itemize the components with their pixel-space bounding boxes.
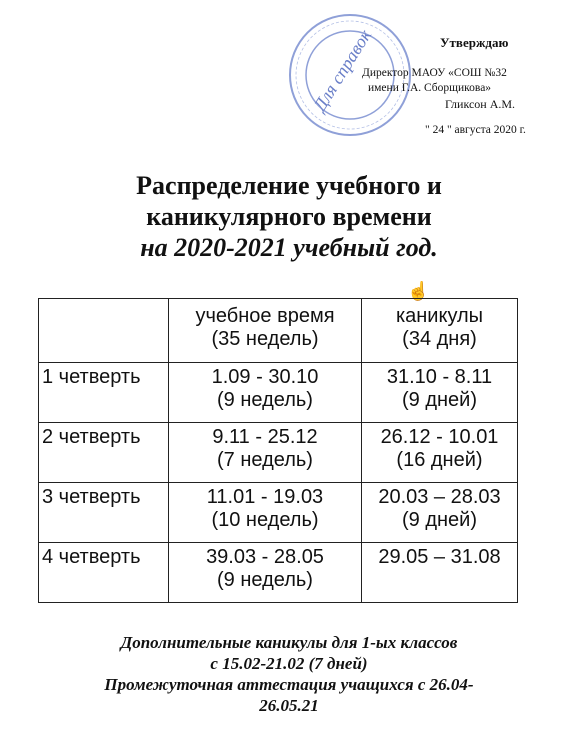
study-cell (169, 363, 362, 423)
director-line-1: Директор МАОУ «СОШ №32 (362, 67, 507, 79)
holiday-days: (9 дней) (401, 509, 477, 531)
stamp-text: Для справок (309, 25, 376, 115)
study-weeks: (9 недель) (217, 389, 313, 411)
footer-line-4: 26.05.21 (259, 696, 319, 715)
header-study-time (169, 299, 362, 363)
holiday-cell (362, 423, 518, 483)
study-dates: 11.01 - 19.03 (206, 486, 324, 508)
quarter-cell: 3 четверть (39, 483, 169, 543)
header-study-weeks: (35 недель) (211, 328, 319, 350)
approve-label: Утверждаю (440, 35, 509, 50)
holiday-cell (362, 543, 518, 603)
table-header-row (39, 299, 518, 363)
holiday-days: (9 дней) (401, 389, 477, 411)
holiday-cell (362, 363, 518, 423)
director-line-2: имени Г.А. Сборщикова» (368, 82, 492, 94)
footer-line-1: Дополнительные каникулы для 1-ых классов (120, 633, 458, 652)
director-signature-name: Гликсон А.М. (445, 97, 516, 111)
table-row (39, 363, 518, 423)
title-line-2: каникулярного времени (146, 202, 432, 231)
study-dates: 39.03 - 28.05 (206, 546, 324, 568)
footer-notes (0, 632, 578, 716)
header-holidays-label: каникулы (395, 305, 484, 327)
holiday-cell (362, 483, 518, 543)
director-caption (362, 66, 507, 96)
table-row (39, 543, 518, 603)
hand-cursor-icon: ☝ (407, 281, 430, 301)
document-title (0, 170, 578, 263)
title-line-1: Распределение учебного и (136, 171, 442, 200)
holiday-dates: 31.10 - 8.11 (386, 366, 493, 388)
quarter-cell: 2 четверть (39, 423, 169, 483)
study-weeks: (7 недель) (217, 449, 313, 471)
study-dates: 1.09 - 30.10 (211, 366, 319, 388)
holiday-days: (16 дней) (396, 449, 483, 471)
footer-line-2: с 15.02-21.02 (7 дней) (210, 654, 368, 673)
header-holidays (362, 299, 518, 363)
header-empty-cell (39, 299, 169, 363)
table-row (39, 423, 518, 483)
quarter-cell: 1 четверть (39, 363, 169, 423)
holiday-dates: 20.03 – 28.03 (378, 486, 501, 508)
study-weeks: (10 недель) (211, 509, 319, 531)
schedule-table (38, 298, 518, 603)
header-holidays-days: (34 дня) (402, 328, 477, 350)
footer-line-3: Промежуточная аттестация учащихся с 26.04- (104, 675, 474, 694)
approval-date: " 24 " августа 2020 г. (425, 124, 526, 136)
study-cell (169, 423, 362, 483)
study-cell (169, 543, 362, 603)
study-weeks: (9 недель) (217, 569, 313, 591)
study-cell (169, 483, 362, 543)
header-study-label: учебное время (195, 305, 335, 327)
title-line-3: на 2020-2021 учебный год. (140, 233, 438, 262)
study-dates: 9.11 - 25.12 (212, 426, 318, 448)
holiday-dates: 26.12 - 10.01 (380, 426, 499, 448)
quarter-cell: 4 четверть (39, 543, 169, 603)
table-row (39, 483, 518, 543)
holiday-dates: 29.05 – 31.08 (378, 546, 501, 568)
